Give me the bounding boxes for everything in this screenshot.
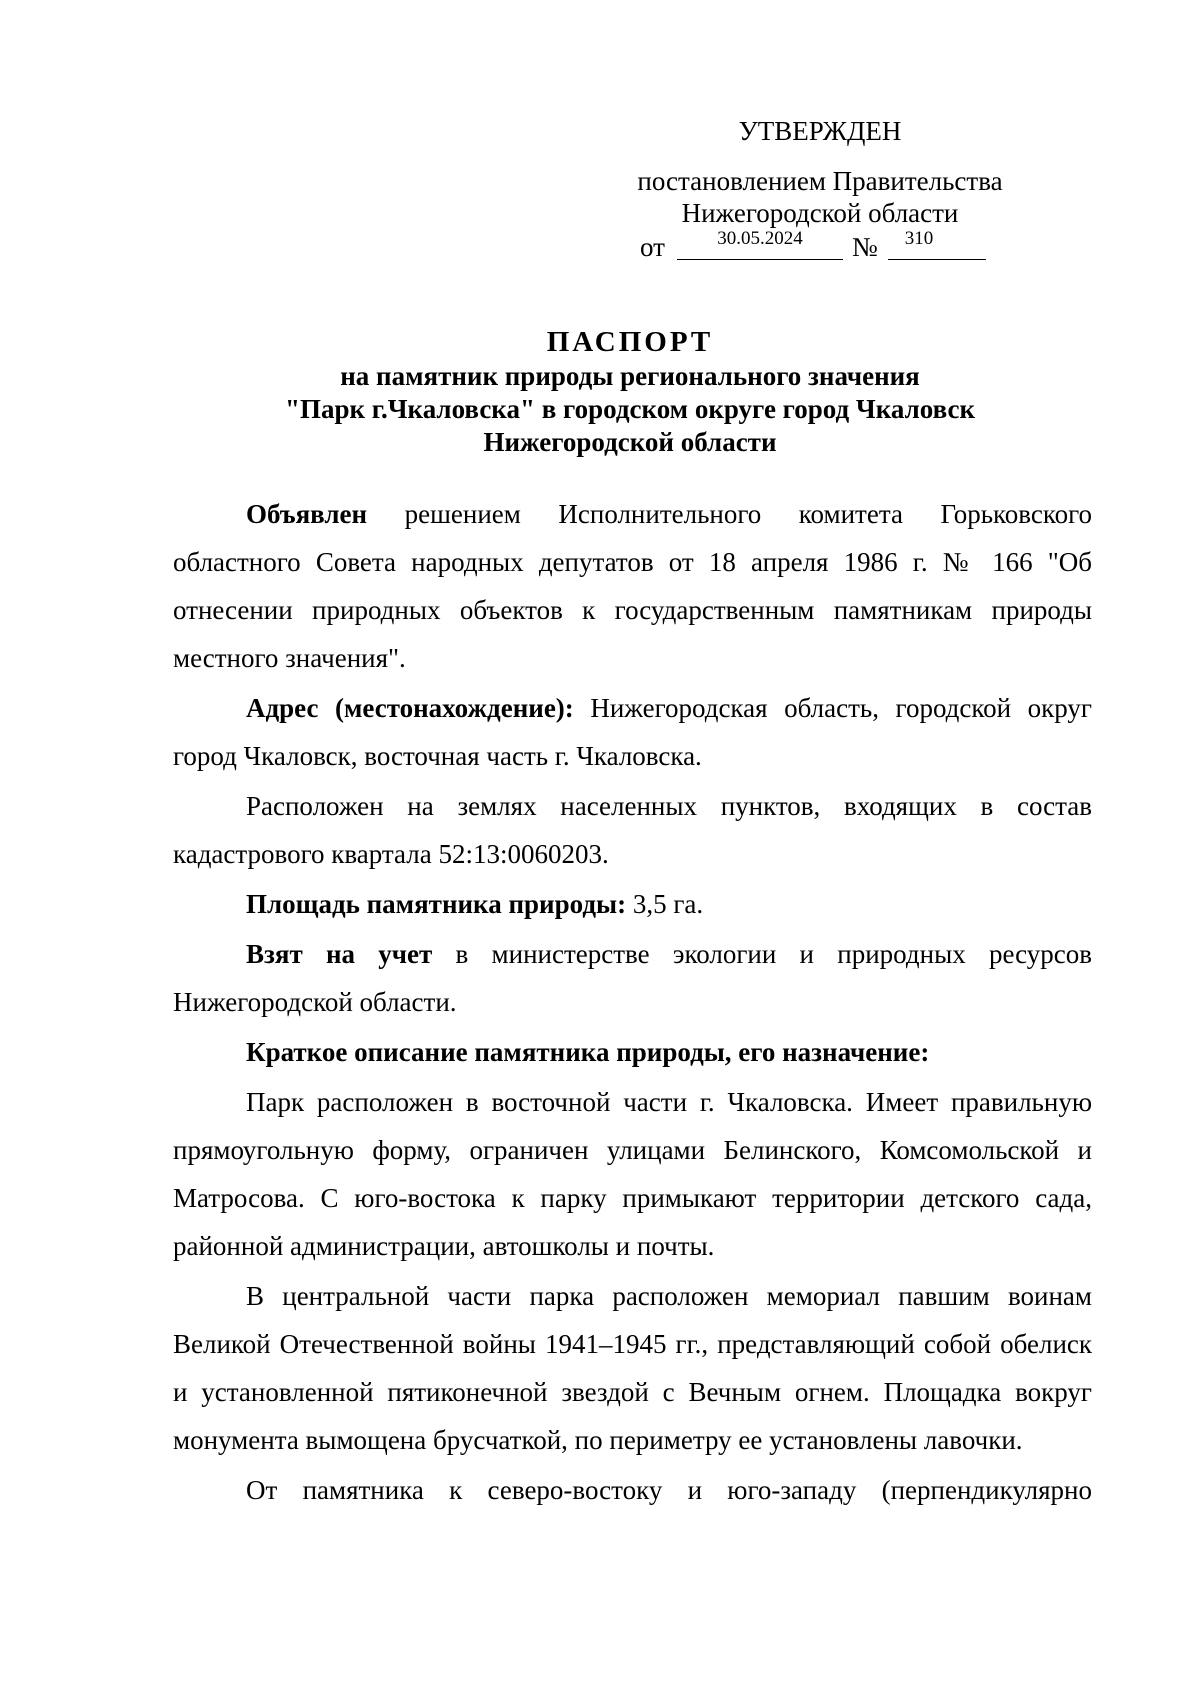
paragraph-text: в министерстве экологии и природных ресурсов Нижегородской области. [173,939,1092,1017]
approval-number: 310 [904,228,934,249]
paragraph-text: От памятника к северо-востоку и юго-западу (перпендикулярно [246,1475,1092,1505]
paragraph [173,930,1092,1026]
paragraph-text: Расположен на землях населенных пунктов, входящих в состав кадастрового квартала 52:13:0060203. [173,791,1092,869]
paragraph-bold-lead: Площадь памятника природы: [246,889,627,919]
paragraph [173,684,1092,780]
paragraph-bold-lead: Краткое описание памятника природы, его назначение: [246,1037,930,1067]
title-line-3: Нижегородской области [483,427,777,457]
date-prefix: от [640,232,665,262]
paragraph [173,1078,1092,1270]
approval-date: 30.05.2024 [717,228,803,249]
title-main: ПАСПОРТ [546,326,714,358]
approval-line-2: Нижегородской области [681,198,959,228]
paragraph-bold-lead: Адрес (местонахождение): [246,693,574,723]
paragraph [173,1028,1092,1076]
paragraph-text: 3,5 га. [626,889,704,919]
approval-heading: УТВЕРЖДЕН [738,116,902,146]
document-title [150,326,1110,459]
paragraph-bold-lead: Взят на учет [246,939,433,969]
paragraph-text: Нижегородская область, городской округ город Чкаловск, восточная часть г. Чкаловска. [173,693,1092,771]
number-prefix: № [852,232,878,262]
approval-date-field [677,228,843,260]
approval-number-field [888,228,986,260]
paragraph-text: решением Исполнительного комитета Горьковского областного Совета народных депутатов от 18 апреля 1986 г. № 166 "Об отнесении природных объектов к государственным памятникам природы местного значения". [173,499,1092,673]
approval-line-1: постановлением Правительства [637,166,1003,196]
document-body [173,490,1092,1516]
paragraph [173,1466,1092,1514]
title-line-2: "Парк г.Чкаловска" в городском округе город Чкаловск [284,394,976,424]
paragraph [173,1272,1092,1464]
paragraph [173,880,1092,928]
paragraph [173,782,1092,878]
title-line-1: на памятник природы регионального значения [340,361,920,391]
paragraph-text: Парк расположен в восточной части г. Чкаловска. Имеет правильную прямоугольную форму, ограничен улицами Белинского, Комсомольской и Матросова. С юго-востока к парку примыкают территории детского сада, районной администрации, автошколы и почты. [173,1087,1092,1261]
paragraph [173,490,1092,682]
paragraph-text: В центральной части парка расположен мемориал павшим воинам Великой Отечественной войны 1941–1945 гг., представляющий собой обелиск и установленной пятиконечной звездой с Вечным огнем. Площадка вокруг монумента вымощена брусчаткой, по периметру ее установлены лавочки. [173,1281,1092,1455]
paragraph-bold-lead: Объявлен [246,499,368,529]
